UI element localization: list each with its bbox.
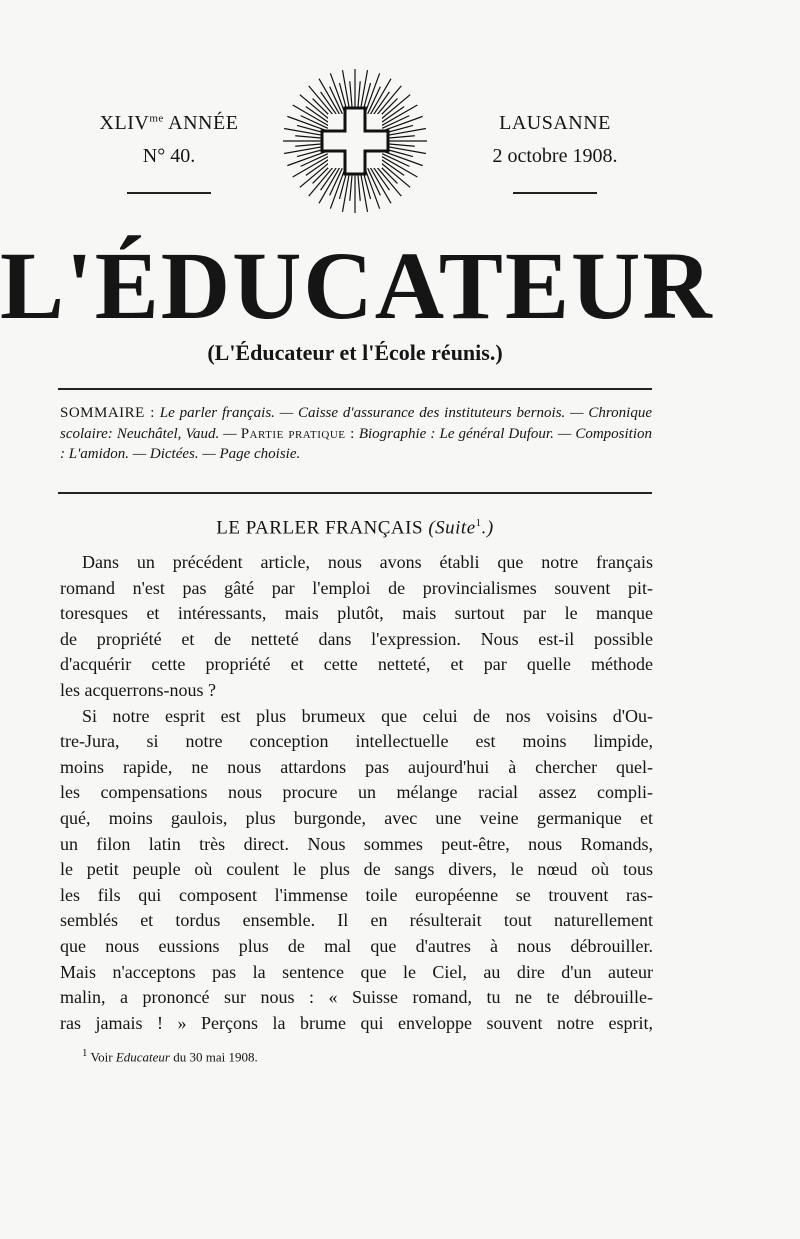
text-line: de propriété et de netteté dans l'expression. Nous est-il possible [60,628,653,649]
summary-part2: Biographie : Le général Dufour. — Composition : L'amidon. — Dictées. — Page choisie. [60,425,653,462]
text-line: qué, moins gaulois, plus burgonde, avec une veine germanique et [60,807,653,828]
divider [513,192,597,194]
issue-date: 2 octobre 1908. [492,145,618,167]
text-line: toresques et intéressants, mais plutôt, mais surtout par le manque [60,603,653,624]
text-line: moins rapide, ne nous attardons pas aujourd'hui à chercher quel- [60,756,653,777]
text-line: tre-Jura, si notre conception intellectuelle est moins limpide, [60,731,653,752]
article-title: LE PARLER FRANÇAIS (Suite$^1$.) [216,517,494,539]
page-title: L'ÉDUCATEUR [0,232,714,339]
text-line: que nous eussions plus de mal que d'autres à nous débrouiller. [60,935,653,956]
text-line: Mais n'acceptons pas la sentence que le Ciel, au dire d'un auteur [60,961,653,982]
divider [58,388,652,390]
masthead-left [84,112,254,194]
text-line: les compensations nous procure un mélange racial assez compli- [60,782,653,803]
page-subtitle: (L'Éducateur et l'École réunis.) [207,340,503,365]
text-line: malin, a prononcé sur nous : « Suisse romand, tu ne te débrouille- [60,987,653,1008]
issue-number: N° 40. [142,145,196,167]
year-label: $XLIV^{me}$ ANNÉE [99,112,239,134]
summary [60,403,652,465]
text-line: les acquerrons-nous ? [60,679,216,700]
swiss-cross-sunburst-icon [280,66,430,216]
text-line: les fils qui composent l'immense toile européenne se trouvent ras- [60,884,653,905]
text-line: romand n'est pas gâté par l'emploi de provincialismes souvent pit- [60,577,653,598]
footnote: $^1$ Voir Educateur du 30 mai 1908. [82,1047,258,1065]
text-line: semblés et tordus ensemble. Il en résulterait tout naturellement [60,910,653,931]
article-body [60,550,653,1036]
text-line: le petit peuple où coulent le plus de sangs divers, le nœud où tous [60,859,653,880]
summary-lead: SOMMAIRE : [60,405,155,421]
text-line: un filon latin très direct. Nous sommes peut-être, nous Romands, [60,833,653,854]
divider [58,492,652,494]
summary-part1: Le parler français. — Caisse d'assurance des instituteurs bernois. — Chronique scolaire: Neuchâtel, Vaud. — [60,405,652,442]
text-line: d'acquérir cette propriété et cette netteté, et par quelle méthode [60,654,653,675]
masthead-right [470,112,640,194]
city: LAUSANNE [499,112,611,134]
text-line: Si notre esprit est plus brumeux que celui de nos voisins d'Ou- [82,705,653,726]
text-line: Dans un précédent article, nous avons établi que notre français [82,552,653,572]
text-line: ras jamais ! » Perçons la brume qui enveloppe souvent notre esprit, [60,1012,653,1033]
divider [127,192,211,194]
summary-section: Partie pratique : [240,425,355,442]
